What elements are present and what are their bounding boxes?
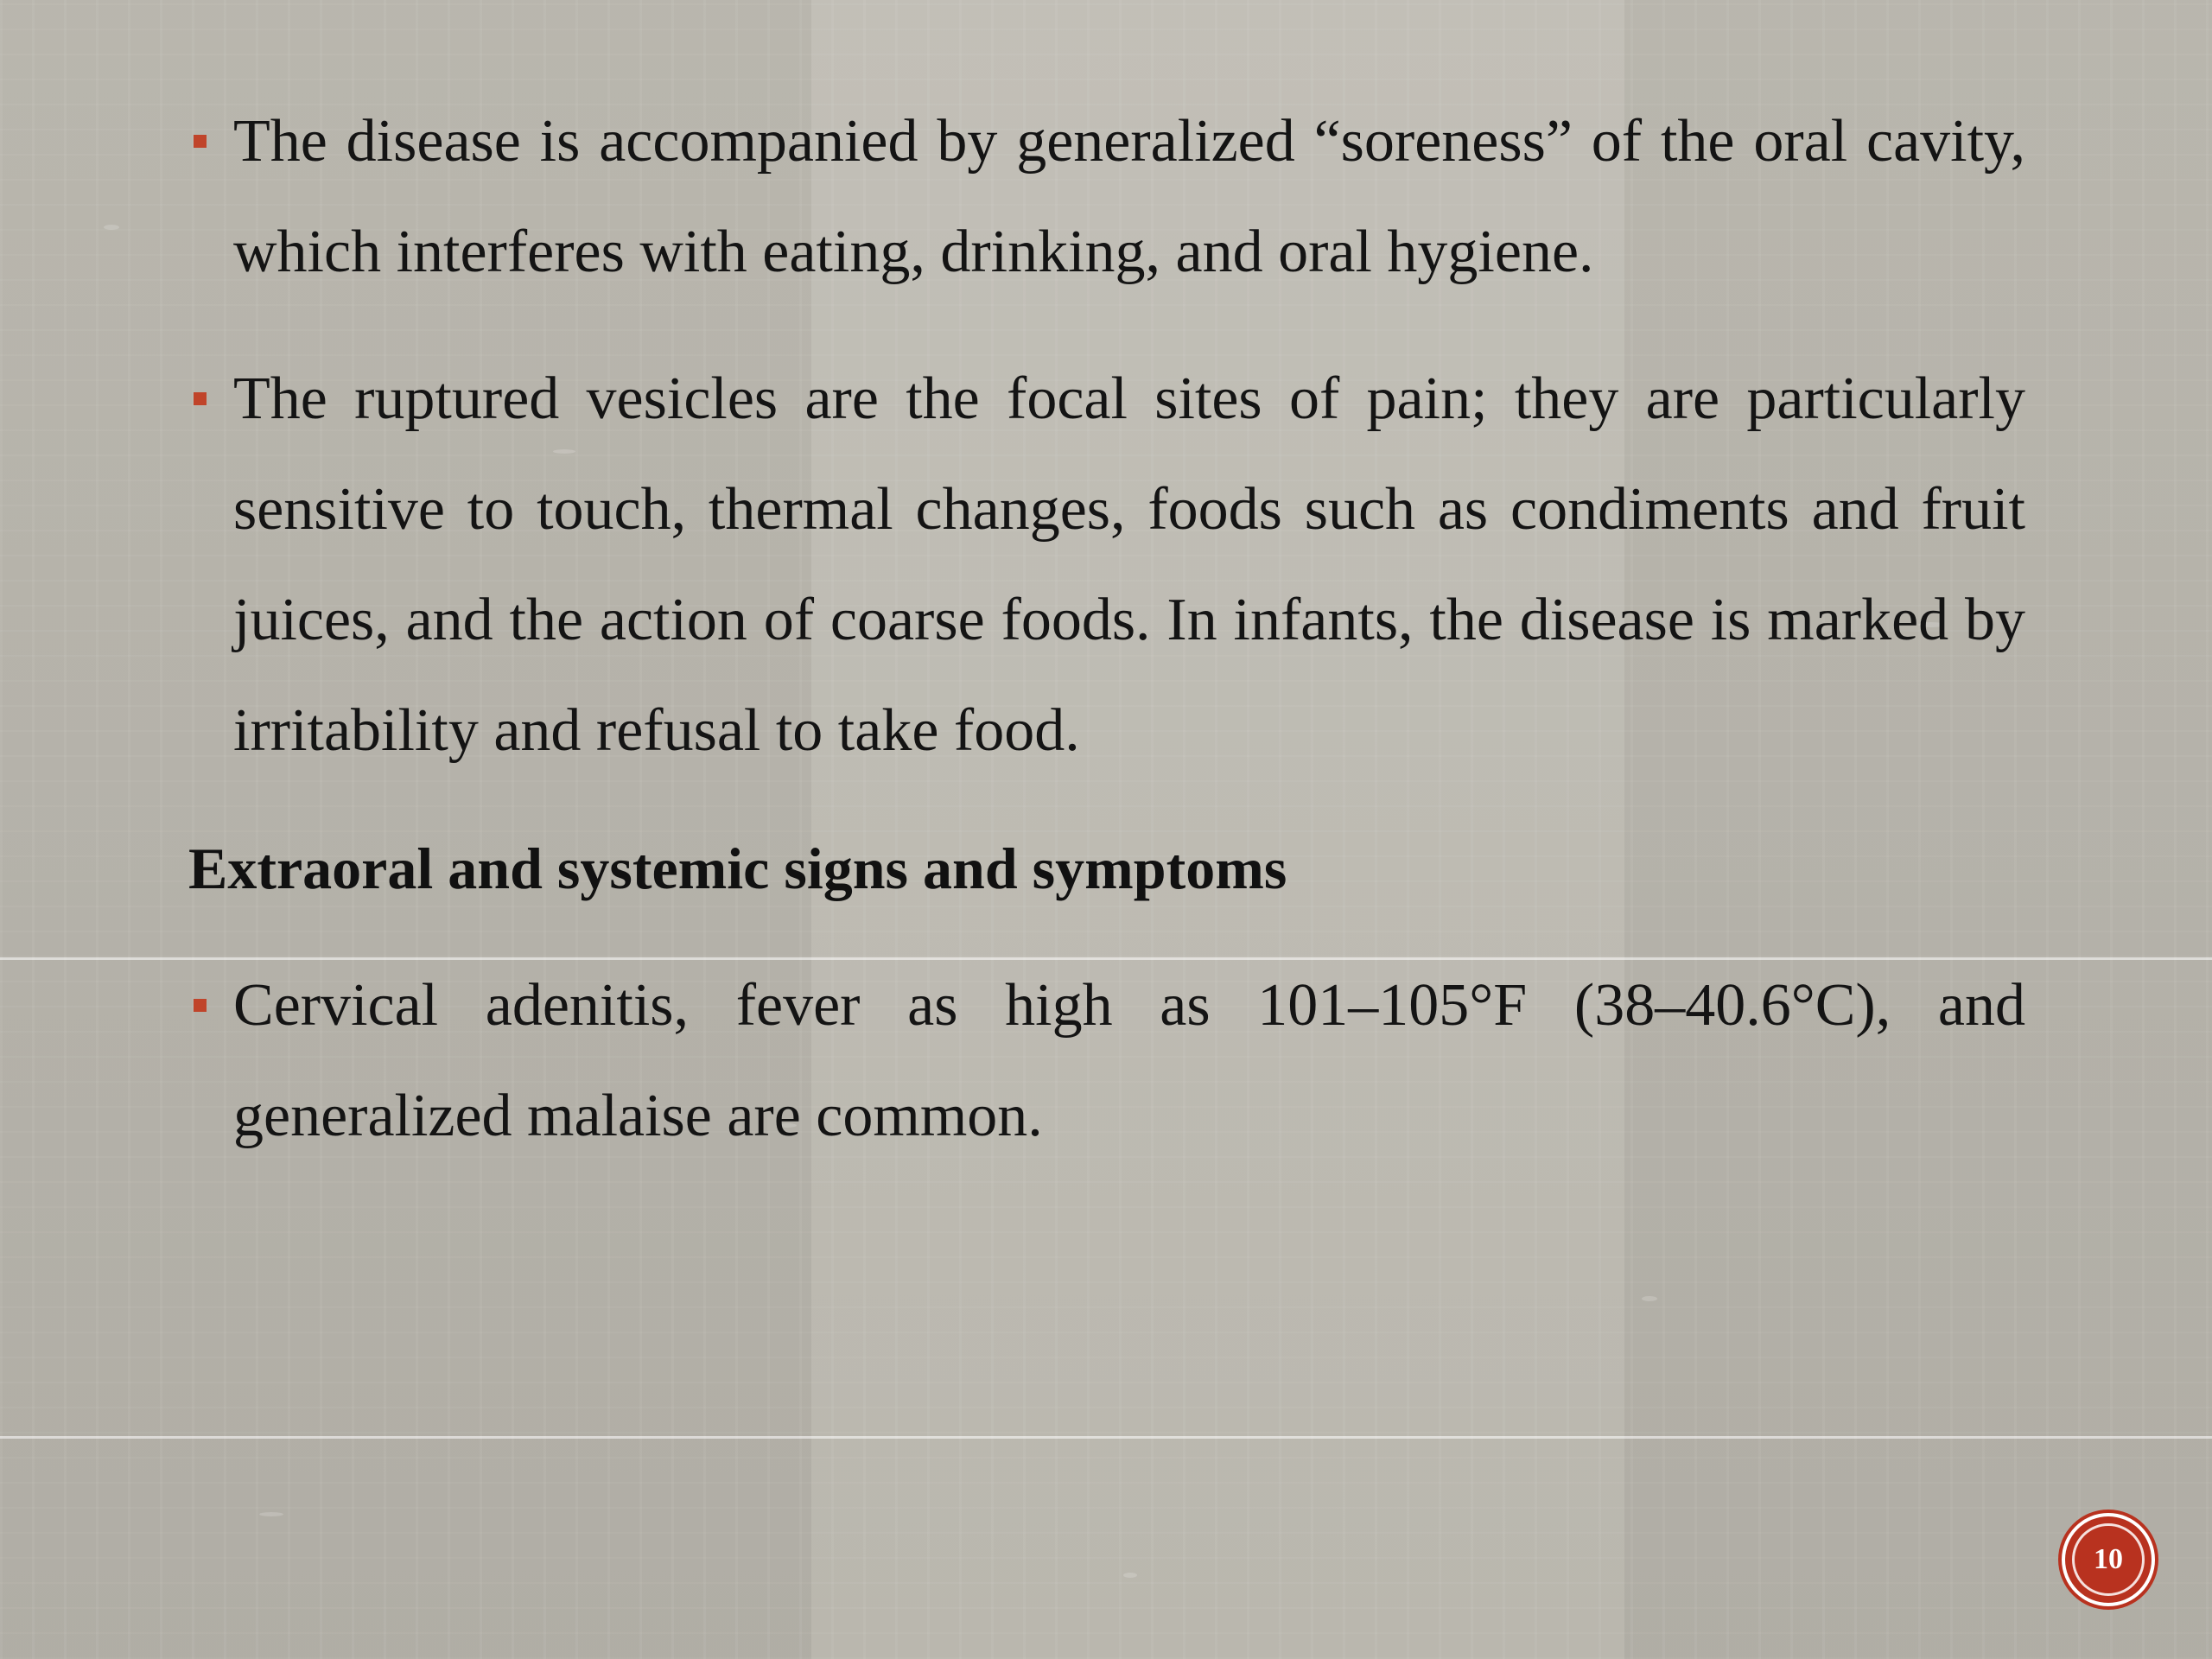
bullet-text: The ruptured vesicles are the focal sites of pain; they are particularly sensitive to touch, thermal changes, foods such as condiments and fruit juices, and the action of coarse foods. In infants, the disease is marked by irritability and refusal to take food. (233, 365, 2025, 764)
texture-speck (1642, 1296, 1657, 1301)
page-number: 10 (2072, 1523, 2145, 1596)
page-number-badge (2065, 1516, 2152, 1603)
bullet-item (188, 344, 2025, 786)
texture-speck (104, 225, 119, 230)
slide-content (188, 86, 2025, 1172)
texture-speck (1123, 1573, 1137, 1578)
section-heading: Extraoral and systemic signs and symptoms (188, 836, 1287, 901)
square-bullet-icon (194, 392, 207, 405)
square-bullet-icon (194, 135, 207, 148)
bullet-text: The disease is accompanied by generalized “soreness” of the oral cavity, which interferes with eating, drinking, and oral hygiene. (233, 108, 2025, 285)
bullet-text: Cervical adenitis, fever as high as 101–105°F (38–40.6°C), and generalized malaise are common. (233, 972, 2025, 1149)
square-bullet-icon (194, 999, 207, 1012)
bullet-item (188, 86, 2025, 308)
bullet-item (188, 950, 2025, 1172)
texture-speck (259, 1512, 283, 1516)
texture-seam (0, 1436, 2212, 1439)
